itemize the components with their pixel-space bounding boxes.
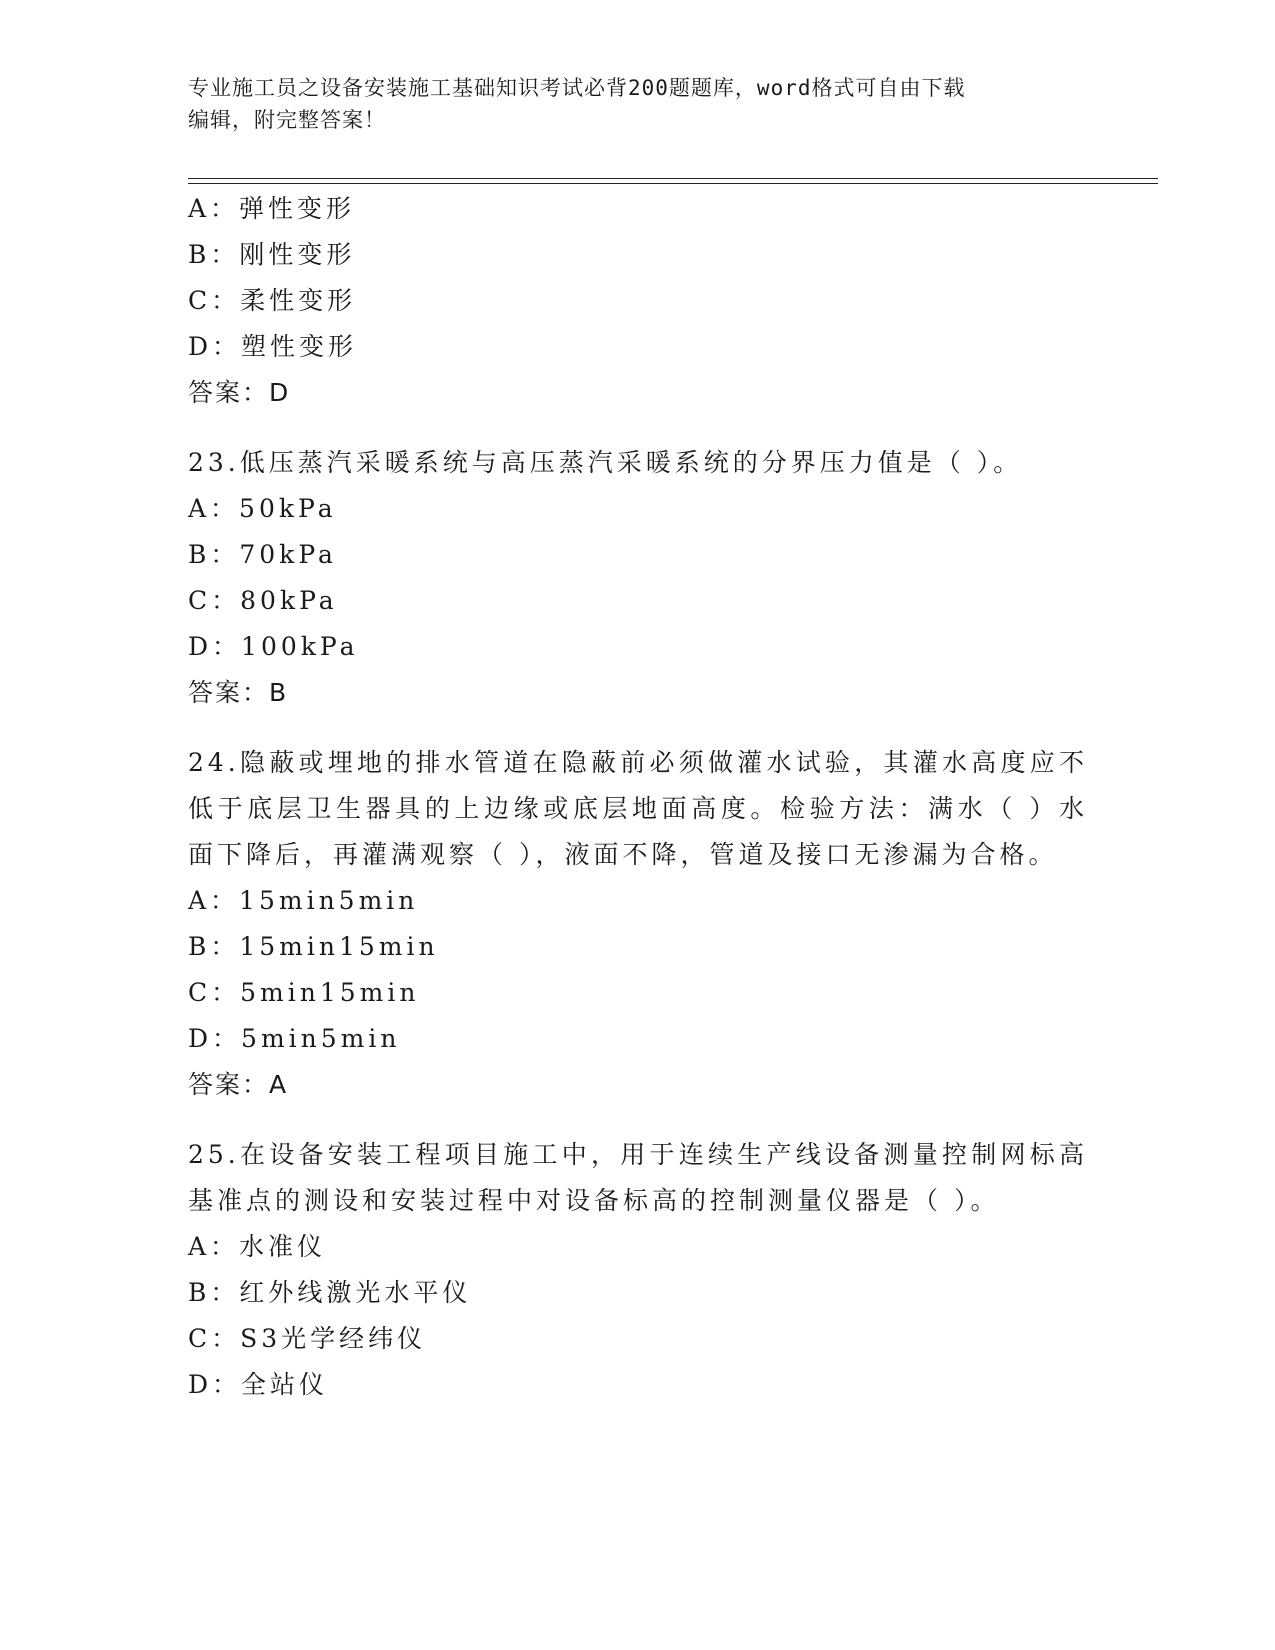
- question-22: [188, 186, 1088, 416]
- option-c: C：S3光学经纬仪: [188, 1324, 427, 1353]
- option-b: B：70kPa: [188, 540, 337, 569]
- option-a: A：15min5min: [188, 886, 419, 915]
- header-rule-top: [188, 178, 1158, 179]
- header-title-line-1: 专业施工员之设备安装施工基础知识考试必背200题题库，word格式可自由下载: [188, 76, 966, 100]
- option-a: A：水准仪: [188, 1232, 327, 1261]
- option-a: A：50kPa: [188, 494, 337, 523]
- option-d: D：全站仪: [188, 1370, 329, 1399]
- option-b: B：刚性变形: [188, 240, 356, 269]
- option-d: D：塑性变形: [188, 332, 358, 361]
- question-stem: 24.隐蔽或埋地的排水管道在隐蔽前必须做灌水试验，其灌水高度应不低于底层卫生器具的上边缘或底层地面高度。检验方法：满水（ ）水面下降后，再灌满观察（ ），液面不降，管道及接口无渗漏为合格。: [188, 748, 1088, 869]
- option-c: C：5min15min: [188, 978, 420, 1007]
- option-b: B：红外线激光水平仪: [188, 1278, 472, 1307]
- question-23: [188, 440, 1088, 716]
- question-stem: 25.在设备安装工程项目施工中，用于连续生产线设备测量控制网标高基准点的测设和安装过程中对设备标高的控制测量仪器是（ ）。: [188, 1140, 1088, 1215]
- question-stem: 23.低压蒸汽采暖系统与高压蒸汽采暖系统的分界压力值是（ ）。: [188, 448, 1023, 477]
- question-25: [188, 1132, 1088, 1408]
- answer-line: 答案：D: [188, 378, 291, 407]
- question-24: [188, 740, 1088, 1108]
- option-b: B：15min15min: [188, 932, 439, 961]
- header-title-line-2: 编辑，附完整答案！: [188, 108, 386, 132]
- option-c: C：80kPa: [188, 586, 338, 615]
- question-list: [188, 186, 1088, 1408]
- header-rule-bottom: [188, 183, 1158, 184]
- option-d: D：100kPa: [188, 632, 359, 661]
- option-a: A：弹性变形: [188, 194, 356, 223]
- answer-line: 答案：B: [188, 678, 289, 707]
- option-c: C：柔性变形: [188, 286, 357, 315]
- document-header: [188, 72, 1088, 136]
- option-d: D：5min5min: [188, 1024, 401, 1053]
- answer-line: 答案：A: [188, 1070, 289, 1099]
